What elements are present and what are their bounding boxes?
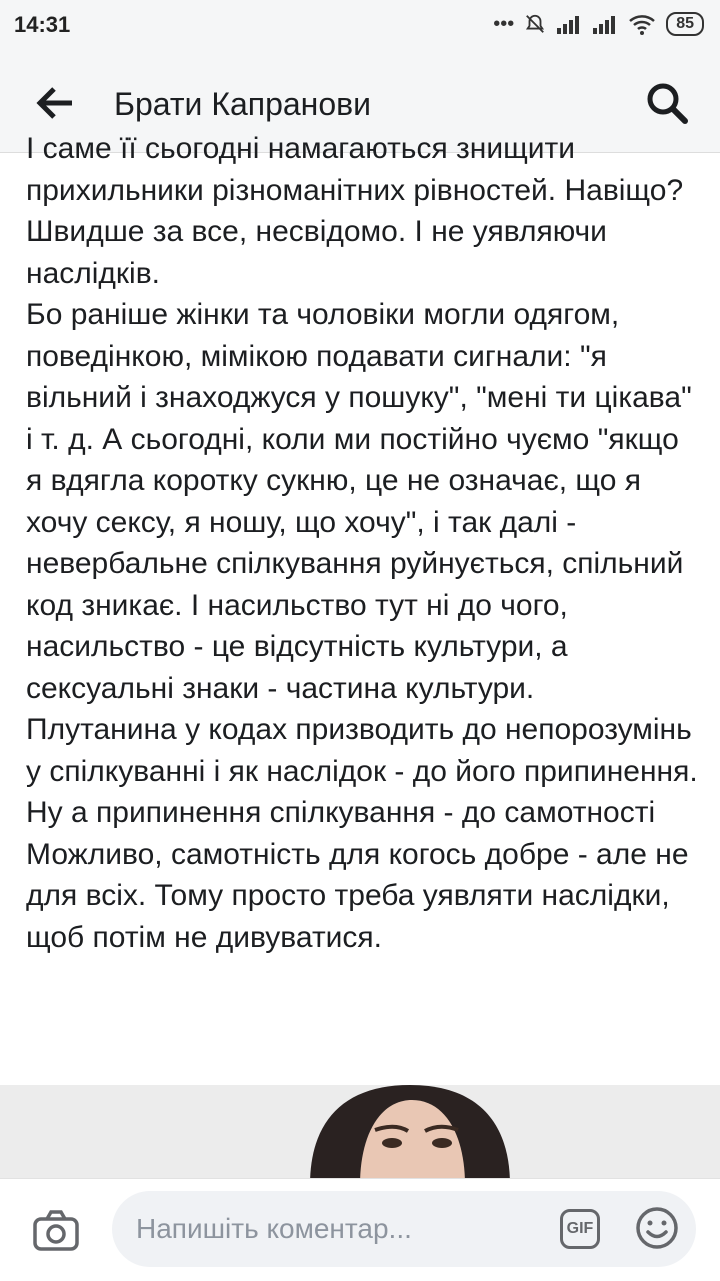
search-icon[interactable] [644,80,690,126]
post-text [26,128,702,958]
post-content [0,132,720,1178]
status-bar [0,0,720,52]
comment-placeholder: Напишіть коментар... [136,1213,412,1244]
page-title: Брати Капранови [114,86,372,122]
more-dots-icon: ••• [493,12,515,35]
status-icons [493,12,704,36]
status-time: 14:31 [14,12,71,37]
signal-icon-2 [592,14,618,34]
woman-photo [300,1085,520,1185]
back-arrow-icon[interactable] [34,82,76,124]
wifi-icon [628,13,656,35]
post-image[interactable] [0,1085,720,1185]
battery-indicator: 85 [666,12,704,36]
camera-icon[interactable] [32,1207,80,1255]
gif-icon[interactable]: GIF [560,1209,600,1249]
mute-icon [524,13,546,35]
comment-bar [0,1178,720,1281]
comment-input[interactable] [112,1191,696,1267]
emoji-icon[interactable] [634,1205,680,1251]
post-paragraph: І саме її сьогодні намагаються знищити прихильники різноманітних рівностей. Навіщо? [26,132,684,207]
post-paragraph: Плутанина у кодах призводить до непорозумінь у спілкуванні і як наслідок - до його припинення. Ну а припинення спілкування - до самотності [26,713,698,829]
post-paragraph: Можливо, самотність для когось добре - але не для всіх. Тому просто треба уявляти наслідки, щоб потім не дивуватися. [26,837,689,954]
signal-icon [556,14,582,34]
post-paragraph: Швидше за все, несвідомо. І не уявляючи наслідків. [26,215,607,290]
post-paragraph: Бо раніше жінки та чоловіки могли одягом, поведінкою, мімікою подавати сигнали: "я вільний і знаходжуся у пошуку", "мені ти цікава" і т. д. А сьогодні, коли ми постійно чуємо "якщо я вдягла коротку сукню, це не означає, що я хочу сексу, я ношу, що хочу", і так далі - невербальне спілкування руйнується, спільний код зникає. І насильство тут ні до чого, насильство - це відсутність культури, а сексуальні знаки - частина культури. [26,298,692,705]
